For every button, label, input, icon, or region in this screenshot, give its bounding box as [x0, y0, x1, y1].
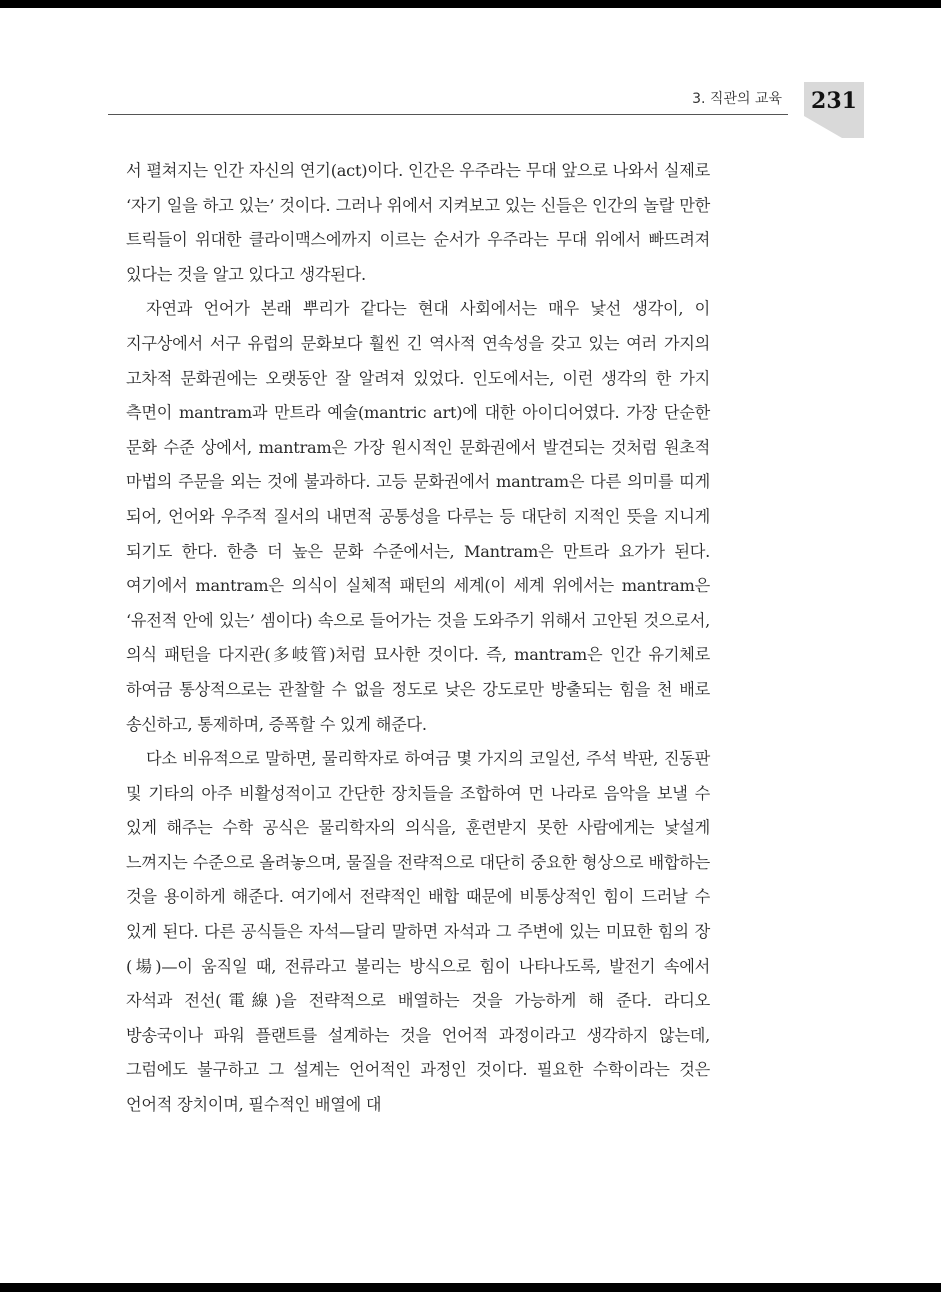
bottom-border-bar: [0, 1283, 941, 1292]
paragraph-1: 서 펼쳐지는 인간 자신의 연기(act)이다. 인간은 우주라는 무대 앞으로 나와서 실제로 ‘자기 일을 하고 있는’ 것이다. 그러나 위에서 지켜보고 있는 신들은 인간의 놀랄 만한 트릭들이 위대한 클라이맥스에까지 이르는 순서가 우주라는 무대 위에서 빠뜨려져 있다는 것을 알고 있다고 생각된다.: [126, 161, 710, 284]
page-number: 231: [811, 88, 857, 114]
paragraph-3: 다소 비유적으로 말하면, 물리학자로 하여금 몇 가지의 코일선, 주석 박판, 진동판 및 기타의 아주 비활성적이고 간단한 장치들을 조합하여 먼 나라로 음악을 보낼 수 있게 해주는 수학 공식은 물리학자의 의식을, 훈련받지 못한 사람에게는 낯설게 느껴지는 수준으로 올려놓으며, 물질을 전략적으로 대단히 중요한 형상으로 배합하는 것을 용이하게 해준다. 여기에서 전략적인 배합 때문에 비통상적인 힘이 드러날 수 있게 된다. 다른 공식들은 자석—달리 말하면 자석과 그 주변에 있는 미묘한 힘의 장(場)—이 움직일 때, 전류라고 불리는 방식으로 힘이 나타나도록, 발전기 속에서 자석과 전선(電線)을 전략적으로 배열하는 것을 가능하게 해 준다. 라디오 방송국이나 파워 플랜트를 설계하는 것을 언어적 과정이라고 생각하지 않는데, 그럼에도 불구하고 그 설계는 언어적인 과정인 것이다. 필요한 수학이라는 것은 언어적 장치이며, 필수적인 배열에 대: [126, 749, 710, 1115]
page-number-tab: [804, 82, 864, 138]
running-header: [108, 84, 788, 115]
paragraph-2: 자연과 언어가 본래 뿌리가 같다는 현대 사회에서는 매우 낯선 생각이, 이 지구상에서 서구 유럽의 문화보다 훨씬 긴 역사적 연속성을 갖고 있는 여러 가지의 고차적 문화권에는 오랫동안 잘 알려져 있었다. 인도에서는, 이런 생각의 한 가지 측면이 mantram과 만트라 예술(mantric art)에 대한 아이디어였다. 가장 단순한 문화 수준 상에서, mantram은 가장 원시적인 문화권에서 발견되는 것처럼 원초적 마법의 주문을 외는 것에 불과하다. 고등 문화권에서 mantram은 다른 의미를 띠게 되어, 언어와 우주적 질서의 내면적 공통성을 다루는 등 대단히 지적인 뜻을 지니게 되기도 한다. 한층 더 높은 문화 수준에서는, Mantram은 만트라 요가가 된다. 여기에서 mantram은 의식이 실체적 패턴의 세계(이 세계 위에서는 mantram은 ‘유전적 안에 있는’ 셈이다) 속으로 들어가는 것을 도와주기 위해서 고안된 것으로서, 의식 패턴을 다지관(多岐管)처럼 묘사한 것이다. 즉, mantram은 인간 유기체로 하여금 통상적으로는 관찰할 수 없을 정도로 낮은 강도로만 방출되는 힘을 천 배로 송신하고, 통제하며, 증폭할 수 있게 해준다.: [126, 299, 710, 734]
top-border-bar: [0, 0, 941, 8]
body-text: [126, 154, 710, 1123]
chapter-title: 3. 직관의 교육: [692, 91, 782, 107]
